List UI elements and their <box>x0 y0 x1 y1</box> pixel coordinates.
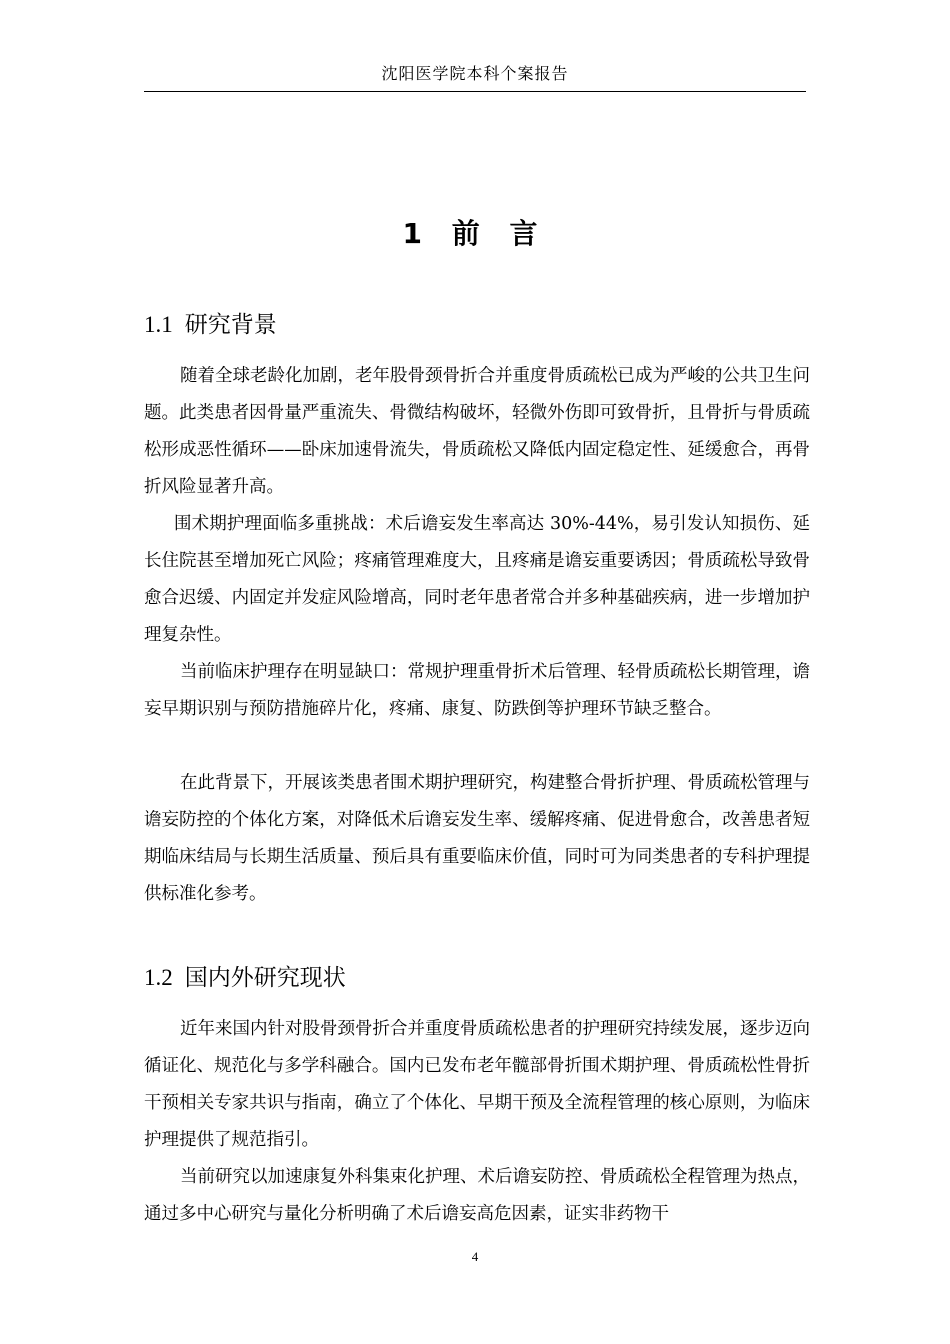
page-number: 4 <box>471 1249 479 1264</box>
body-paragraph: 围术期护理面临多重挑战：术后谵妄发生率高达 30%-44%，易引发认知损伤、延长住院甚至增加死亡风险；疼痛管理难度大，且疼痛是谵妄重要诱因；骨质疏松导致骨愈合迟缓、内固定并发症风险增高，同时老年患者常合并多种基础疾病，进一步增加护理复杂性。 <box>144 514 810 645</box>
section-number: 1.1 <box>144 312 173 337</box>
body-paragraph: 当前临床护理存在明显缺口：常规护理重骨折术后管理、轻骨质疏松长期管理，谵妄早期识别与预防措施碎片化，疼痛、康复、防跌倒等护理环节缺乏整合。 <box>144 662 810 719</box>
body-paragraph: 当前研究以加速康复外科集束化护理、术后谵妄防控、骨质疏松全程管理为热点，通过多中心研究与量化分析明确了术后谵妄高危因素，证实非药物干 <box>144 1167 810 1224</box>
section-heading-1-2 <box>144 962 346 994</box>
body-paragraph: 随着全球老龄化加剧，老年股骨颈骨折合并重度骨质疏松已成为严峻的公共卫生问题。此类患者因骨量严重流失、骨微结构破坏，轻微外伤即可致骨折，且骨折与骨质疏松形成恶性循环——卧床加速骨流失，骨质疏松又降低内固定稳定性、延缓愈合，再骨折风险显著升高。 <box>144 366 810 497</box>
section-number: 1.2 <box>144 965 173 990</box>
section-title: 研究背景 <box>184 312 277 338</box>
body-paragraph: 近年来国内针对股骨颈骨折合并重度骨质疏松患者的护理研究持续发展，逐步迈向循证化、规范化与多学科融合。国内已发布老年髋部骨折围术期护理、骨质疏松性骨折干预相关专家共识与指南，确立了个体化、早期干预及全流程管理的核心原则，为临床护理提供了规范指引。 <box>144 1019 810 1150</box>
running-header: 沈阳医学院本科个案报告 <box>381 64 569 83</box>
header-divider <box>144 91 806 92</box>
body-paragraph: 在此背景下，开展该类患者围术期护理研究，构建整合骨折护理、骨质疏松管理与谵妄防控的个体化方案，对降低术后谵妄发生率、缓解疼痛、促进骨愈合，改善患者短期临床结局与长期生活质量、预后具有重要临床价值，同时可为同类患者的专科护理提供标准化参考。 <box>144 773 810 904</box>
chapter-title: 1 前 言 <box>402 217 548 250</box>
section-title: 国内外研究现状 <box>184 965 346 991</box>
section-heading-1-1 <box>144 309 277 341</box>
